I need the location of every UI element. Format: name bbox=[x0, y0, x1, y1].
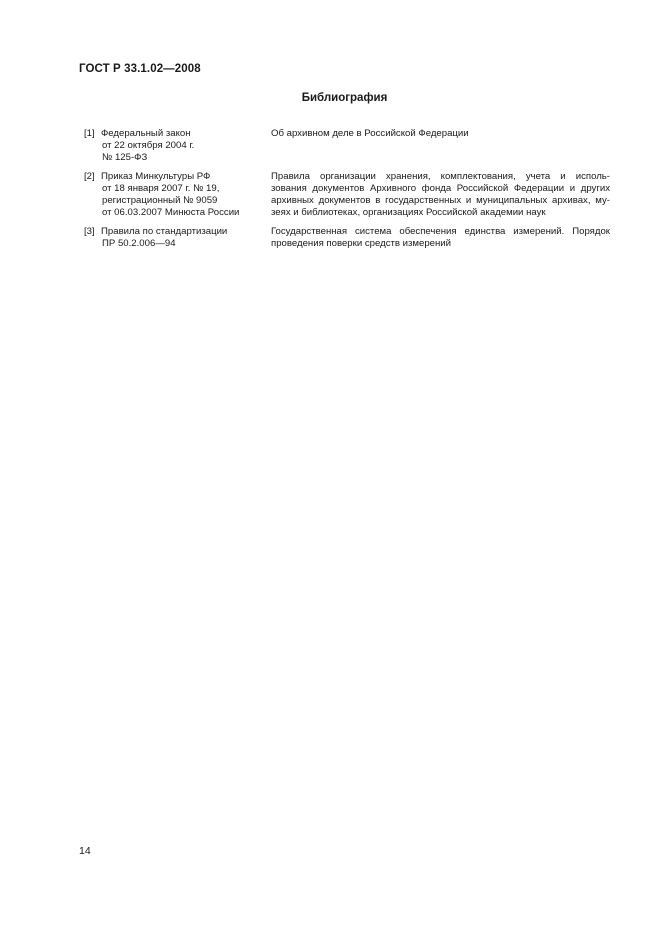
bibliography-source bbox=[84, 128, 264, 164]
bibliography-title bbox=[271, 171, 610, 219]
source-line: от 22 октября 2004 г. bbox=[102, 140, 195, 151]
section-title: Библиография bbox=[301, 92, 388, 104]
source-line: от 18 января 2007 г. № 19, bbox=[102, 183, 220, 194]
source-line: [1] Федеральный закон bbox=[84, 128, 191, 139]
title-line: Правила организации хранения, комплектования, учета и исполь- bbox=[271, 171, 610, 182]
title-line: архивных документов в государственных и муниципальных архивах, му- bbox=[271, 195, 610, 206]
page-number: 14 bbox=[79, 845, 91, 857]
source-line: № 125-ФЗ bbox=[102, 152, 148, 163]
bibliography-title bbox=[271, 128, 610, 140]
title-line: зования документов Архивного фонда Российской Федерации и других bbox=[271, 183, 610, 194]
source-line: регистрационный № 9059 bbox=[102, 195, 218, 206]
bibliography-entry bbox=[84, 171, 610, 223]
title-line: Государственная система обеспечения единства измерений. Порядок bbox=[271, 226, 610, 237]
entry-number: [1] bbox=[84, 128, 95, 139]
document-header: ГОСТ Р 33.1.02—2008 bbox=[79, 63, 201, 75]
title-line: проведения поверки средств измерений bbox=[271, 238, 452, 249]
bibliography-source bbox=[84, 226, 264, 250]
bibliography-source bbox=[84, 171, 264, 219]
source-line: ПР 50.2.006—94 bbox=[102, 238, 176, 249]
title-line: зеях и библиотеках, организациях Российской академии наук bbox=[271, 207, 546, 218]
bibliography-title bbox=[271, 226, 610, 250]
bibliography-entry bbox=[84, 226, 610, 254]
bibliography-entry bbox=[84, 128, 610, 168]
entry-number: [2] bbox=[84, 171, 95, 182]
source-line: от 06.03.2007 Минюста России bbox=[102, 207, 240, 218]
source-line: [2] Приказ Минкультуры РФ bbox=[84, 171, 211, 182]
entry-number: [3] bbox=[84, 226, 95, 237]
source-line: [3] Правила по стандартизации bbox=[84, 226, 228, 237]
title-line: Об архивном деле в Российской Федерации bbox=[271, 128, 469, 139]
